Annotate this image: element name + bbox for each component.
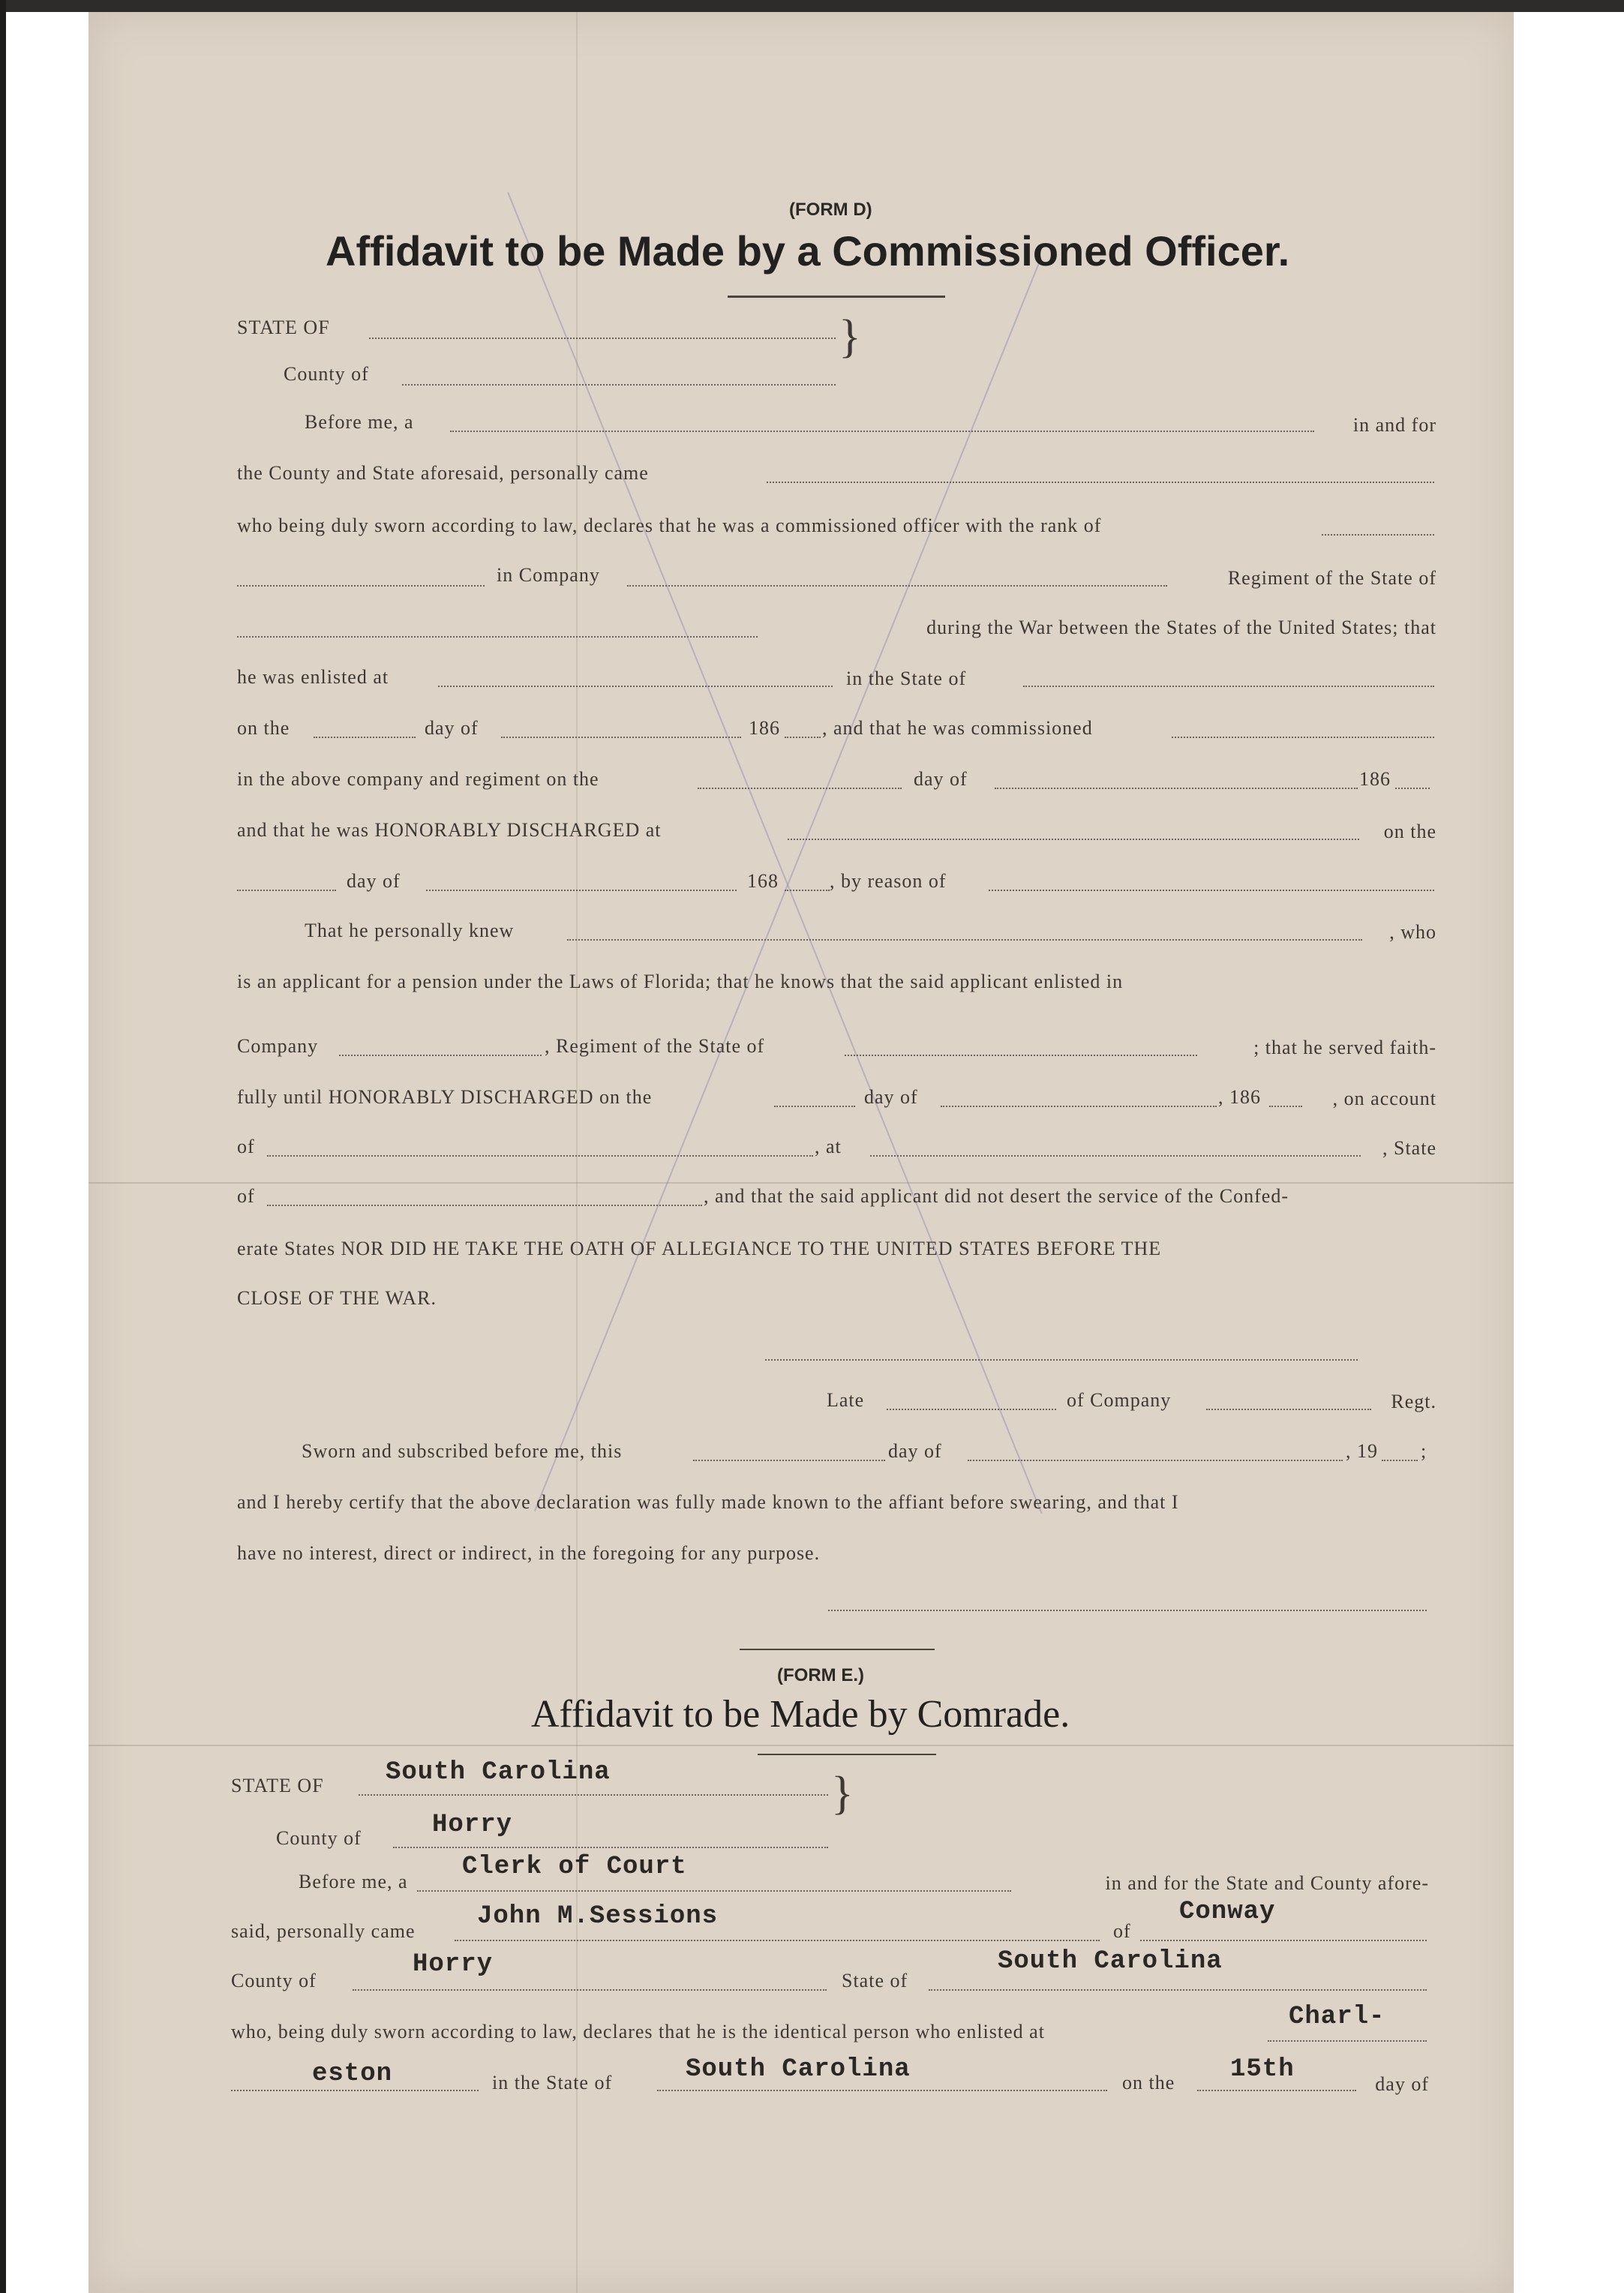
officer-signature-field[interactable]	[828, 1610, 1427, 1611]
county-value-2: Horry	[413, 1950, 494, 1979]
form-d-label: (FORM D)	[789, 200, 872, 220]
month-field[interactable]	[426, 890, 737, 891]
enlisted-at-field[interactable]	[438, 686, 833, 687]
document-page	[89, 12, 1514, 2293]
day-field[interactable]	[693, 1460, 885, 1461]
day-field[interactable]	[314, 737, 416, 738]
rank-field[interactable]	[1322, 534, 1434, 536]
text: erate States NOR DID HE TAKE THE OATH OF ALLEGIANCE TO THE UNITED STATES BEFORE THE	[237, 1238, 1162, 1259]
officer-field[interactable]	[450, 431, 1314, 432]
text: of	[237, 1185, 255, 1207]
text: on the	[237, 717, 290, 739]
fold-crease-vertical	[576, 12, 578, 2293]
month-field[interactable]	[968, 1460, 1343, 1461]
pen-stroke	[507, 192, 1043, 1514]
text: day of	[425, 717, 479, 739]
text: in the State of	[846, 668, 967, 689]
text: CLOSE OF THE WAR.	[237, 1287, 437, 1309]
year-field[interactable]	[1382, 1460, 1418, 1461]
text: 186	[749, 717, 780, 739]
text: Sworn and subscribed before me, this	[302, 1440, 623, 1462]
day-value: 15th	[1230, 2055, 1295, 2084]
day-field[interactable]	[237, 890, 336, 891]
title-rule	[728, 296, 945, 298]
brace: }	[839, 311, 861, 362]
state-of-label: STATE OF	[231, 1775, 324, 1796]
enlisted-at-field-2[interactable]	[231, 2090, 479, 2091]
discharge-place-field[interactable]	[788, 839, 1359, 840]
state-of-label: STATE OF	[237, 317, 330, 338]
form-e-label: (FORM E.)	[777, 1665, 864, 1685]
text: in Company	[497, 564, 600, 586]
text: of	[1113, 1920, 1131, 1942]
town-field[interactable]	[1140, 1940, 1427, 1941]
text: , and that he was commissioned	[822, 717, 1093, 739]
month-field[interactable]	[941, 1106, 1217, 1107]
month-field[interactable]	[501, 737, 741, 738]
company-field[interactable]	[1206, 1409, 1371, 1410]
text: , by reason of	[830, 870, 947, 892]
text: County of	[231, 1970, 317, 1991]
scan-top-edge	[0, 0, 1624, 12]
late-field[interactable]	[887, 1409, 1056, 1410]
text: in the State of	[492, 2072, 613, 2093]
officer-value: Clerk of Court	[462, 1853, 687, 1881]
text: who, being duly sworn according to law, declares that he is the identical person who enlisted at	[231, 2021, 1045, 2042]
state-field[interactable]	[267, 1205, 702, 1206]
state-field-3[interactable]	[657, 2090, 1107, 2091]
county-field[interactable]	[393, 1847, 828, 1848]
account-field[interactable]	[267, 1155, 813, 1157]
county-of-label: County of	[276, 1827, 362, 1849]
text: Before me, a	[305, 411, 414, 433]
text: in and for the State and County afore-	[1105, 1872, 1429, 1894]
scan-left-edge	[0, 0, 6, 2293]
text: in and for	[1352, 414, 1436, 436]
text: have no interest, direct or indirect, in the foregoing for any purpose.	[237, 1542, 821, 1564]
text: day of	[864, 1086, 918, 1108]
section-rule	[740, 1649, 935, 1650]
regiment-state-field[interactable]	[845, 1055, 1197, 1056]
officer-field[interactable]	[417, 1890, 1011, 1892]
state-value-3: South Carolina	[686, 2055, 911, 2084]
text: of Company	[1067, 1389, 1172, 1411]
county-of-label: County of	[284, 363, 369, 385]
text: ;	[1421, 1440, 1427, 1462]
year-field[interactable]	[1395, 788, 1430, 789]
month-field[interactable]	[995, 788, 1358, 789]
text: said, personally came	[231, 1920, 416, 1942]
text: is an applicant for a pension under the Laws of Florida; that he knows that the said applicant enlisted in	[237, 971, 1124, 992]
year-field[interactable]	[1269, 1106, 1302, 1107]
reason-field[interactable]	[989, 890, 1434, 891]
enlisted-state-field[interactable]	[1023, 686, 1434, 687]
state-regiment-field[interactable]	[237, 636, 758, 638]
text: , who	[1389, 921, 1436, 943]
text: and that he was HONORABLY DISCHARGED at	[237, 819, 662, 841]
text: during the War between the States of the United States; that	[926, 617, 1436, 638]
text: on the	[1122, 2072, 1175, 2093]
company-field[interactable]	[339, 1055, 542, 1056]
name-field[interactable]	[767, 482, 1434, 483]
text: Regiment of the State of	[1227, 567, 1436, 589]
enlisted-at-value-2: eston	[312, 2060, 393, 2088]
text: and I hereby certify that the above declaration was fully made known to the affiant before swearing, and that I	[237, 1491, 1179, 1513]
county-field-2[interactable]	[353, 1989, 827, 1991]
company-field[interactable]	[627, 585, 1167, 587]
text: the County and State aforesaid, personally came	[237, 462, 649, 484]
year-field[interactable]	[785, 890, 830, 891]
text: day of	[888, 1440, 942, 1462]
county-field[interactable]	[402, 384, 836, 386]
town-value: Conway	[1179, 1898, 1276, 1926]
day-field[interactable]	[774, 1106, 855, 1107]
fold-crease	[89, 1745, 1514, 1746]
form-e-title: Affidavit to be Made by Comrade.	[531, 1693, 1070, 1736]
text: That he personally knew	[305, 920, 515, 941]
text: fully until HONORABLY DISCHARGED on the	[237, 1086, 653, 1108]
form-d-title: Affidavit to be Made by a Commissioned Officer.	[326, 227, 1290, 275]
day-field[interactable]	[1197, 2090, 1356, 2091]
text: he was enlisted at	[237, 666, 389, 688]
text: in the above company and regiment on the	[237, 768, 599, 790]
brace: }	[831, 1768, 854, 1819]
text: of	[237, 1136, 255, 1157]
title-rule	[758, 1754, 936, 1755]
text: , at	[815, 1136, 842, 1157]
text: , on account	[1332, 1088, 1436, 1109]
state-field[interactable]	[359, 1794, 828, 1796]
enlisted-at-field[interactable]	[1268, 2040, 1427, 2042]
text: , State	[1382, 1137, 1436, 1159]
commission-field[interactable]	[1172, 737, 1434, 738]
text: day of	[914, 768, 968, 790]
signature-field[interactable]	[765, 1359, 1358, 1361]
state-value-2: South Carolina	[998, 1947, 1223, 1976]
text: Regt.	[1391, 1391, 1436, 1412]
text: day of	[1375, 2073, 1429, 2095]
at-field[interactable]	[870, 1155, 1361, 1157]
text: , and that the said applicant did not desert the service of the Confed-	[704, 1185, 1289, 1207]
applicant-name-field[interactable]	[567, 939, 1362, 941]
text: Late	[827, 1389, 865, 1411]
text: , 186	[1218, 1086, 1261, 1108]
rank-field-2[interactable]	[237, 585, 485, 587]
text: Company	[237, 1035, 319, 1057]
text: on the	[1383, 821, 1436, 842]
name-field[interactable]	[455, 1940, 1100, 1941]
county-value: Horry	[432, 1811, 513, 1839]
day-field[interactable]	[698, 788, 902, 789]
state-value: South Carolina	[386, 1758, 611, 1787]
text: State of	[842, 1970, 908, 1991]
name-value: John M.Sessions	[477, 1902, 719, 1931]
text: Before me, a	[299, 1871, 408, 1892]
text: , 19	[1346, 1440, 1378, 1462]
text: who being duly sworn according to law, declares that he was a commissioned officer with the rank of	[237, 515, 1102, 536]
fold-crease	[89, 1182, 1514, 1184]
state-field[interactable]	[369, 338, 836, 339]
text: ; that he served faith-	[1253, 1037, 1436, 1058]
year-field[interactable]	[785, 737, 821, 738]
text: , Regiment of the State of	[545, 1035, 765, 1057]
text: 168	[747, 870, 779, 892]
text: 186	[1359, 768, 1391, 790]
state-field-2[interactable]	[929, 1989, 1427, 1991]
text: day of	[347, 870, 401, 892]
enlisted-at-value: Charl-	[1289, 2003, 1385, 2031]
